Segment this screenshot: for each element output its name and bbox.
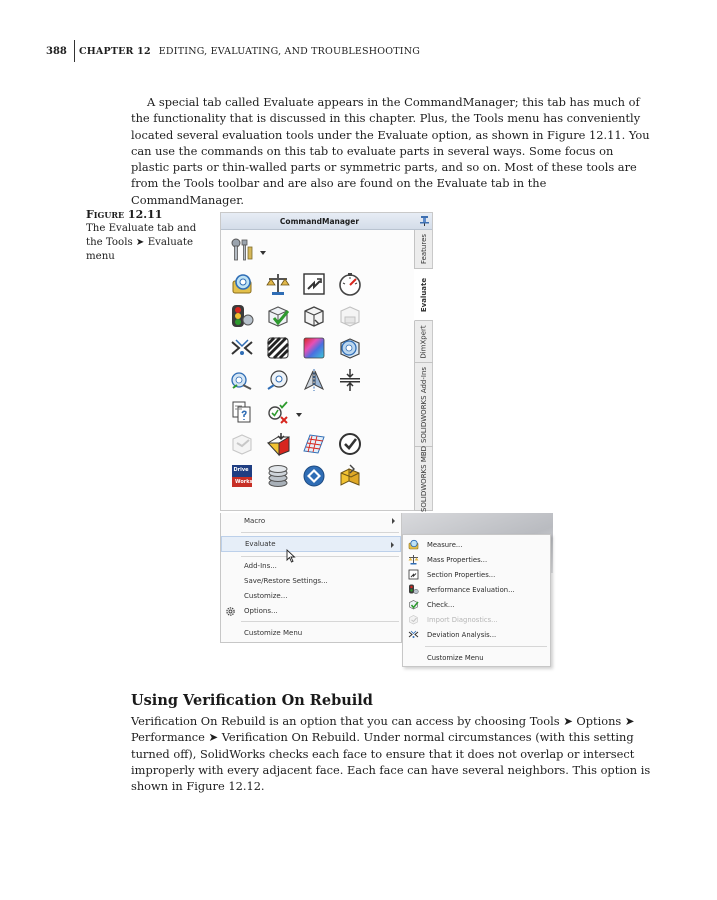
tab-solidworks-mbd[interactable]: SOLIDWORKS MBD [415,447,433,511]
check-active-document-button[interactable] [265,399,291,425]
chapter-label: CHAPTER 12 [79,45,151,57]
interference-detection-icon [301,431,327,457]
interference-detection-button[interactable] [301,431,327,457]
tools-menu [220,513,402,643]
driveworks-icon [229,463,255,489]
section-paragraph: Verification On Rebuild is an option that you can access by choosing Tools ➤ Options ➤ Performance ➤ Verification On Rebuild. Under normal circumstances (with this setting turned off), SolidWorks checks each face to ensure that it does not overlap or intersect improperly with every adjacent face. Each face can have several neighbors. This option is shown in Figure 12.12. [131,714,651,794]
curvature-icon [301,335,327,361]
deviation-analysis-button[interactable] [229,335,255,361]
check-active-document-icon [265,399,291,425]
performance-evaluation-icon [337,271,363,297]
submenu-arrow-icon [391,542,394,548]
submenu-item-section-properties[interactable]: Section Properties... [403,567,550,582]
import-diagnostics-icon [337,303,363,329]
sensor-icon [301,463,327,489]
tab-solidworks-add-ins[interactable]: SOLIDWORKS Add-Ins [415,363,433,447]
symmetry-check-icon [301,367,327,393]
header-divider [74,40,75,62]
performance-evaluation-icon [408,584,419,595]
menu-separator [241,621,399,622]
submenu-item-import-diagnostics[interactable]: Import Diagnostics... [403,612,550,627]
design-checker-icon [265,431,291,457]
tools-menu-screenshot [220,513,553,669]
design-checker-button[interactable] [265,431,291,457]
submenu-item-mass-properties[interactable]: Mass Properties... [403,552,550,567]
undercut-analysis-button[interactable] [229,367,255,393]
submenu-item-check[interactable]: Check... [403,597,550,612]
submenu-item-deviation-analysis[interactable]: Deviation Analysis... [403,627,550,642]
compare-documents-icon [229,399,255,425]
measure-icon [408,539,419,550]
check-button[interactable] [265,303,291,329]
curvature-button[interactable] [301,335,327,361]
intro-paragraph: A special tab called Evaluate appears in the CommandManager; this tab has much of the functionality that is discussed in this chapter. Plus, the Tools menu has conveniently located several evaluation tools under the Evaluate option, as shown in Figure 12.11. You can use the commands on this tab to evaluate parts in several ways. Some focus on plastic parts or thin-walled parts or symmetric parts, and so on. Most of these tools are from the Tools toolbar and are also are found on the Evaluate tab in the CommandManager. [131,95,650,207]
traffic-light-button[interactable] [229,303,255,329]
section-heading: Using Verification On Rebuild [131,692,373,709]
menu-separator [425,646,547,647]
section-properties-icon [408,569,419,580]
mass-properties-icon [408,554,419,565]
gear-icon [225,606,236,617]
undercut-analysis-icon [229,367,255,393]
driveworks-works-text: Works [235,479,253,485]
compare-documents-button[interactable] [229,399,255,425]
tools-icon [229,237,255,263]
check-icon [408,599,419,610]
import-diagnostics-icon [408,614,419,625]
tools-dropdown-button[interactable] [229,237,255,263]
draft-analysis-icon [337,335,363,361]
mouse-cursor-icon [286,549,296,563]
parting-line-analysis-button[interactable] [265,367,291,393]
submenu-item-measure[interactable]: Measure... [403,537,550,552]
verify-icon [337,431,363,457]
costing-icon [265,463,291,489]
parting-line-analysis-icon [265,367,291,393]
deviation-analysis-icon [229,335,255,361]
thickness-analysis-button[interactable] [337,367,363,393]
section-properties-button[interactable] [301,271,327,297]
geometry-analysis-icon [301,303,327,329]
geometry-analysis-button[interactable] [301,303,327,329]
running-header [46,40,420,62]
verify-button[interactable] [337,431,363,457]
command-manager-tabs [414,230,432,511]
deviation-analysis-icon [408,629,419,640]
mass-properties-button[interactable] [265,271,291,297]
evaluate-submenu [402,534,551,667]
driveworks-drive-text: Drive [233,467,249,473]
measure-icon [229,271,255,297]
chapter-title: EDITING, EVALUATING, AND TROUBLESHOOTING [158,45,421,57]
submenu-arrow-icon [392,518,395,524]
menu-item-save-restore-settings[interactable]: Save/Restore Settings... [244,577,328,585]
menu-item-macro[interactable]: Macro [221,513,401,529]
performance-evaluation-button[interactable] [337,271,363,297]
sensor-button[interactable] [301,463,327,489]
figure-caption-text: The Evaluate tab and the Tools ➤ Evaluate menu [86,223,197,262]
menu-separator [241,532,399,533]
costing-button[interactable] [265,463,291,489]
chevron-down-icon[interactable] [296,413,302,417]
simulation-icon [337,463,363,489]
sustainability-icon [229,431,255,457]
thickness-analysis-icon [337,367,363,393]
submenu-item-performance-evaluation[interactable]: Performance Evaluation... [403,582,550,597]
tab-evaluate[interactable]: Evaluate [414,269,433,321]
check-icon [265,303,291,329]
menu-separator [241,556,399,557]
zebra-stripes-button[interactable] [265,335,291,361]
menu-item-add-ins[interactable]: Add-Ins... [244,562,277,570]
symmetry-check-button[interactable] [301,367,327,393]
menu-item-customize-menu[interactable]: Customize Menu [244,629,303,637]
menu-item-evaluate[interactable]: Evaluate [221,536,401,552]
traffic-light-icon [229,303,255,329]
measure-button[interactable] [229,271,255,297]
draft-analysis-button[interactable] [337,335,363,361]
section-properties-icon [301,271,327,297]
figure-caption [86,208,216,264]
mass-properties-icon [265,271,291,297]
menu-item-customize[interactable]: Customize... [244,592,288,600]
zebra-stripes-icon [265,335,291,361]
simulation-button[interactable] [337,463,363,489]
pin-icon[interactable] [420,216,429,226]
command-manager-title: CommandManager [221,213,432,230]
driveworks-button[interactable] [229,463,255,489]
figure-label: Figure 12.11 [86,208,163,221]
tab-features[interactable]: Features [415,230,433,269]
page-number: 388 [46,45,67,57]
sustainability-button[interactable] [229,431,255,457]
tab-dimxpert[interactable]: DimXpert [415,321,433,363]
menu-item-options[interactable]: Options... [221,603,401,619]
command-manager-panel [220,212,433,511]
import-diagnostics-button[interactable] [337,303,363,329]
chevron-down-icon[interactable] [260,251,266,255]
submenu-item-customize-menu[interactable]: Customize Menu [427,653,484,662]
